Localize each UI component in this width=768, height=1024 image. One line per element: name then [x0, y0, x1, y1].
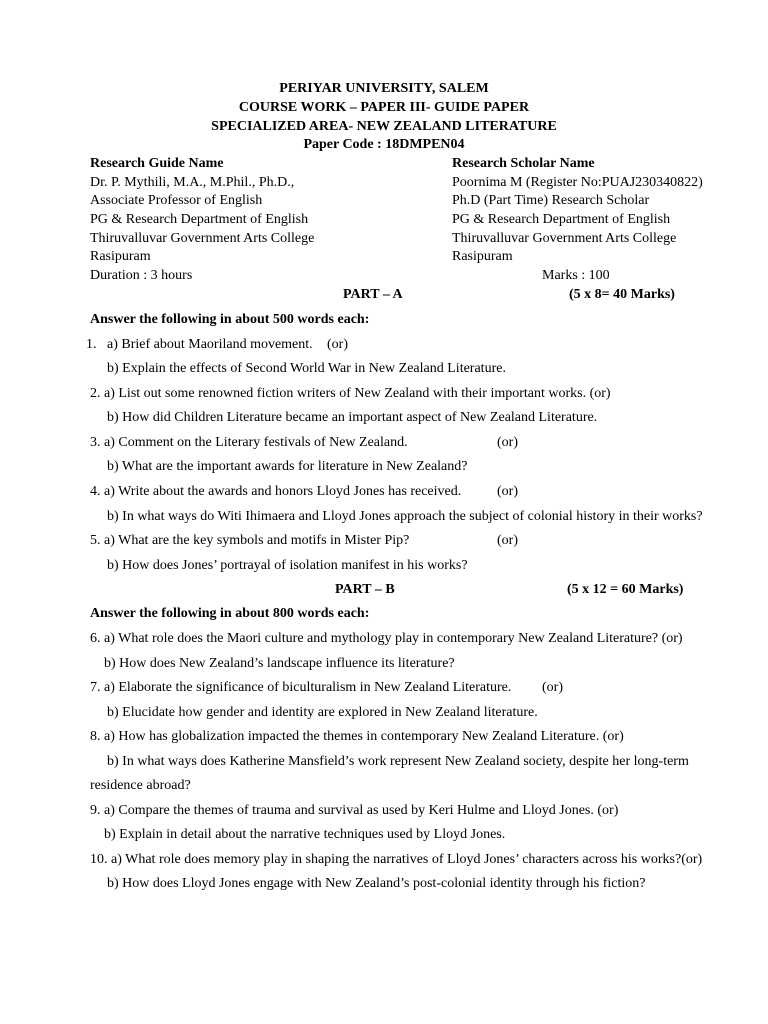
scholar-place: Rasipuram — [452, 249, 513, 264]
part-a-instruction: Answer the following in about 500 words each: — [90, 312, 370, 327]
q1-a: a) Brief about Maoriland movement. — [107, 337, 313, 352]
q3-a: 3. a) Comment on the Literary festivals of New Zealand. — [90, 435, 408, 450]
q1-b: b) Explain the effects of Second World War in New Zealand Literature. — [107, 361, 506, 376]
q8-b-line1: b) In what ways does Katherine Mansfield’s work represent New Zealand society, despite her long-term — [107, 754, 689, 769]
scholar-heading: Research Scholar Name — [452, 156, 595, 171]
q8-b-line2: residence abroad? — [90, 778, 191, 793]
q3-or: (or) — [497, 435, 518, 450]
q1-number: 1. — [86, 337, 97, 352]
total-marks: Marks : 100 — [542, 268, 610, 283]
part-a-marks: (5 x 8= 40 Marks) — [569, 287, 675, 302]
q1-or: (or) — [327, 337, 348, 352]
q3-b: b) What are the important awards for literature in New Zealand? — [107, 459, 468, 474]
scholar-name: Poornima M (Register No:PUAJ230340822) — [452, 175, 703, 190]
q2-a: 2. a) List out some renowned fiction writers of New Zealand with their important works. (or) — [90, 386, 611, 401]
university-title: PERIYAR UNIVERSITY, SALEM — [279, 81, 489, 96]
guide-heading: Research Guide Name — [90, 156, 224, 171]
guide-name: Dr. P. Mythili, M.A., M.Phil., Ph.D., — [90, 175, 295, 190]
part-b-instruction: Answer the following in about 800 words each: — [90, 606, 370, 621]
q8-a: 8. a) How has globalization impacted the themes in contemporary New Zealand Literature. (or) — [90, 729, 624, 744]
part-a-title: PART – A — [343, 287, 403, 302]
q5-a: 5. a) What are the key symbols and motifs in Mister Pip? — [90, 533, 410, 548]
part-b-title: PART – B — [335, 582, 395, 597]
q4-b: b) In what ways do Witi Ihimaera and Lloyd Jones approach the subject of colonial history in their works? — [107, 509, 703, 524]
guide-place: Rasipuram — [90, 249, 151, 264]
q2-b: b) How did Children Literature became an important aspect of New Zealand Literature. — [107, 410, 598, 425]
q4-a: 4. a) Write about the awards and honors Lloyd Jones has received. — [90, 484, 462, 499]
course-title: COURSE WORK – PAPER III- GUIDE PAPER — [238, 100, 530, 115]
specialized-area: SPECIALIZED AREA- NEW ZEALAND LITERATURE — [211, 119, 557, 134]
duration: Duration : 3 hours — [90, 268, 193, 283]
q10-b: b) How does Lloyd Jones engage with New Zealand’s post-colonial identity through his fiction? — [107, 876, 646, 891]
scholar-college: Thiruvalluvar Government Arts College — [452, 231, 677, 246]
guide-department: PG & Research Department of English — [90, 212, 309, 227]
guide-designation: Associate Professor of English — [90, 193, 263, 208]
q9-a: 9. a) Compare the themes of trauma and survival as used by Keri Hulme and Lloyd Jones. (or) — [90, 803, 619, 818]
q5-or: (or) — [497, 533, 518, 548]
q7-b: b) Elucidate how gender and identity are explored in New Zealand literature. — [107, 705, 538, 720]
q9-b: b) Explain in detail about the narrative techniques used by Lloyd Jones. — [104, 827, 506, 842]
q7-a: 7. a) Elaborate the significance of biculturalism in New Zealand Literature. — [90, 680, 512, 695]
q7-or: (or) — [542, 680, 563, 695]
guide-college: Thiruvalluvar Government Arts College — [90, 231, 315, 246]
scholar-department: PG & Research Department of English — [452, 212, 671, 227]
q6-b: b) How does New Zealand’s landscape influence its literature? — [104, 656, 455, 671]
part-b-marks: (5 x 12 = 60 Marks) — [567, 582, 684, 597]
q10-a: 10. a) What role does memory play in shaping the narratives of Lloyd Jones’ characters across his works?(or) — [90, 852, 703, 867]
q5-b: b) How does Jones’ portrayal of isolation manifest in his works? — [107, 558, 468, 573]
paper-code: Paper Code : 18DMPEN04 — [303, 137, 465, 152]
scholar-designation: Ph.D (Part Time) Research Scholar — [452, 193, 650, 208]
q6-a: 6. a) What role does the Maori culture and mythology play in contemporary New Zealand Literature? (or) — [90, 631, 683, 646]
q4-or: (or) — [497, 484, 518, 499]
